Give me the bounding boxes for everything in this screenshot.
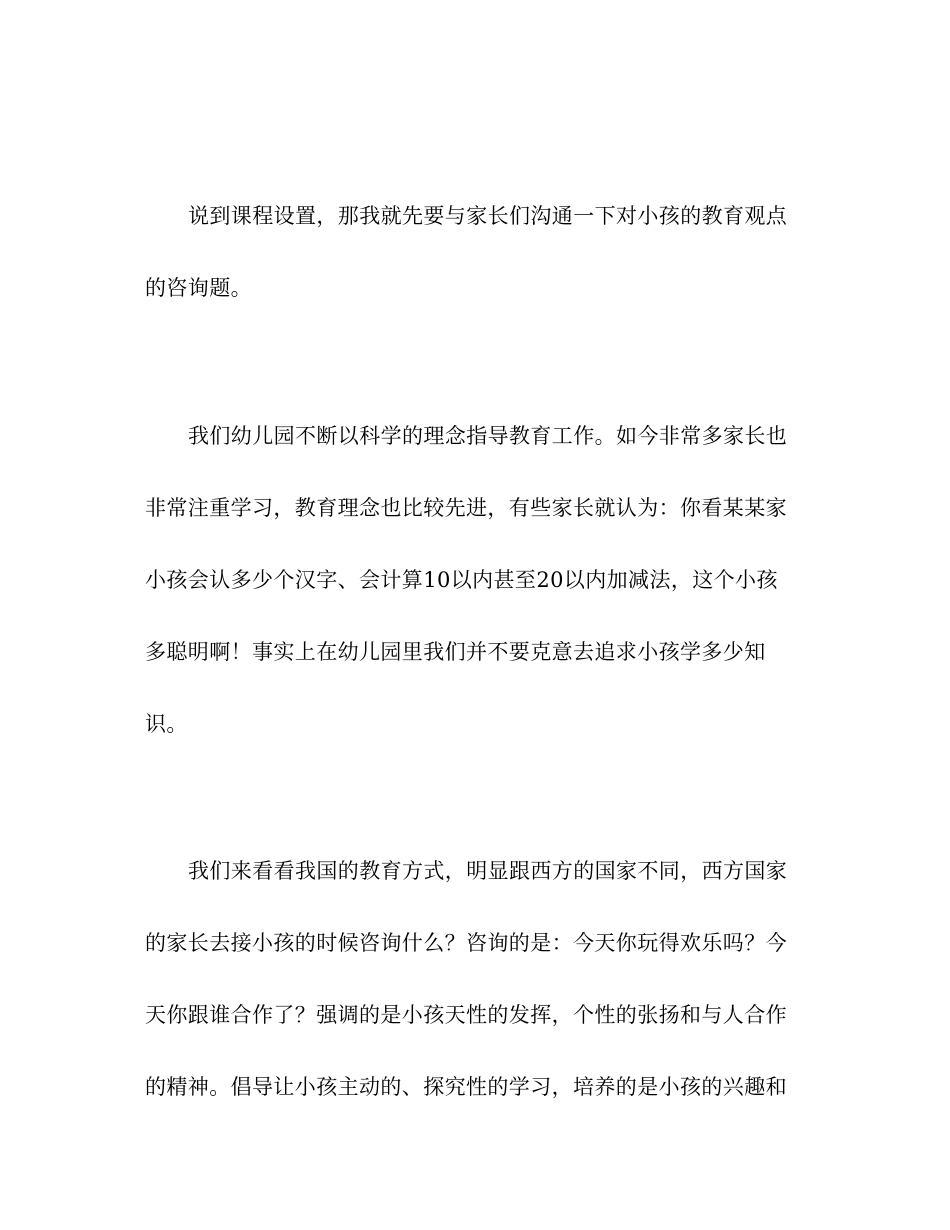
paragraph-3-line-3: 天你跟谁合作了？强调的是小孩天性的发挥，个性的张扬和与人合作 — [145, 1003, 787, 1027]
paragraph-2-line-2: 非常注重学习，教育理念也比较先进，有些家长就认为：你看某某家 — [145, 496, 787, 520]
paragraph-2-line-5: 识。 — [145, 712, 188, 736]
paragraph-1-line-2: 的咨询题。 — [145, 276, 252, 300]
paragraph-2-line-4: 多聪明啊！事实上在幼儿园里我们并不要克意去追求小孩学多少知 — [145, 640, 766, 664]
paragraph-3-line-4: 的精神。倡导让小孩主动的、探究性的学习，培养的是小孩的兴趣和 — [145, 1075, 787, 1099]
paragraph-1-line-1: 说到课程设置，那我就先要与家长们沟通一下对小孩的教育观点 — [188, 204, 788, 228]
paragraph-2-line-1: 我们幼儿园不断以科学的理念指导教育工作。如今非常多家长也 — [188, 424, 788, 448]
paragraph-3-line-2: 的家长去接小孩的时候咨询什么？咨询的是：今天你玩得欢乐吗？今 — [145, 931, 787, 955]
paragraph-3-line-1: 我们来看看我国的教育方式，明显跟西方的国家不同，西方国家 — [188, 859, 788, 883]
paragraph-2-line-3: 小孩会认多少个汉字、会计算10以内甚至20以内加减法，这个小孩 — [145, 568, 778, 592]
